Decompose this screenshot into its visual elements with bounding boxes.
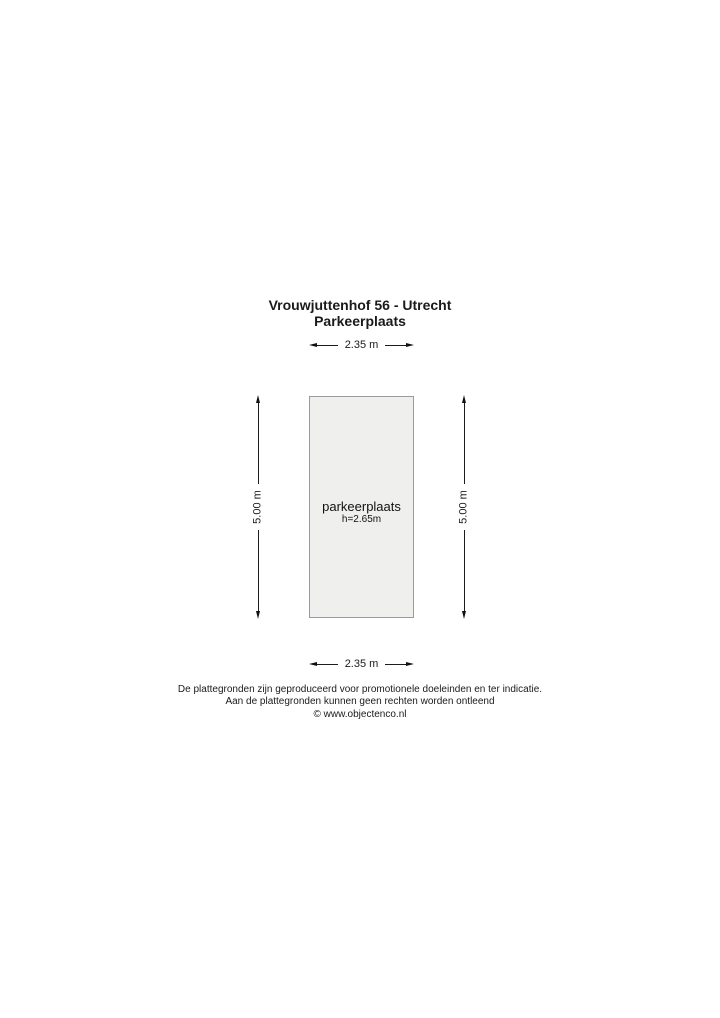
dimension-line <box>385 664 406 665</box>
arrow-down-icon <box>256 611 260 619</box>
disclaimer-line1: De plattegronden zijn geproduceerd voor promotionele doeleinden en ter indicatie. <box>177 684 543 695</box>
plan-title <box>0 297 720 329</box>
arrow-up-icon <box>256 395 260 403</box>
dimension-bottom-label: 2.35 m <box>344 657 379 670</box>
dimension-right <box>457 395 471 619</box>
dimension-left-label-box <box>251 484 265 530</box>
parking-space-labels <box>310 402 413 622</box>
plan-title-line2: Parkeerplaats <box>314 313 406 329</box>
arrow-down-icon <box>462 611 466 619</box>
arrow-up-icon <box>462 395 466 403</box>
dimension-line <box>385 345 406 346</box>
arrow-right-icon <box>406 343 414 347</box>
plan-title-line1: Vrouwjuttenhof 56 - Utrecht <box>268 297 452 313</box>
dimension-top-label: 2.35 m <box>344 338 379 351</box>
arrow-left-icon <box>309 343 317 347</box>
dimension-top <box>309 338 414 352</box>
dimension-line <box>317 664 338 665</box>
dimension-line <box>258 530 259 611</box>
dimension-bottom <box>309 657 414 671</box>
dimension-line <box>464 403 465 484</box>
parking-space-outline <box>309 396 414 618</box>
disclaimer <box>0 684 720 721</box>
disclaimer-copyright: © www.objectenco.nl <box>313 708 407 720</box>
room-label: parkeerplaats <box>322 498 401 514</box>
dimension-left-label: 5.00 m <box>251 490 264 524</box>
arrow-right-icon <box>406 662 414 666</box>
dimension-line <box>464 530 465 611</box>
arrow-left-icon <box>309 662 317 666</box>
disclaimer-line2: Aan de plattegronden kunnen geen rechten worden ontleend <box>225 696 495 708</box>
dimension-left <box>251 395 265 619</box>
dimension-right-label-box <box>457 484 471 530</box>
ceiling-height-label: h=2.65m <box>341 513 382 525</box>
dimension-line <box>258 403 259 484</box>
dimension-line <box>317 345 338 346</box>
dimension-right-label: 5.00 m <box>457 490 470 524</box>
